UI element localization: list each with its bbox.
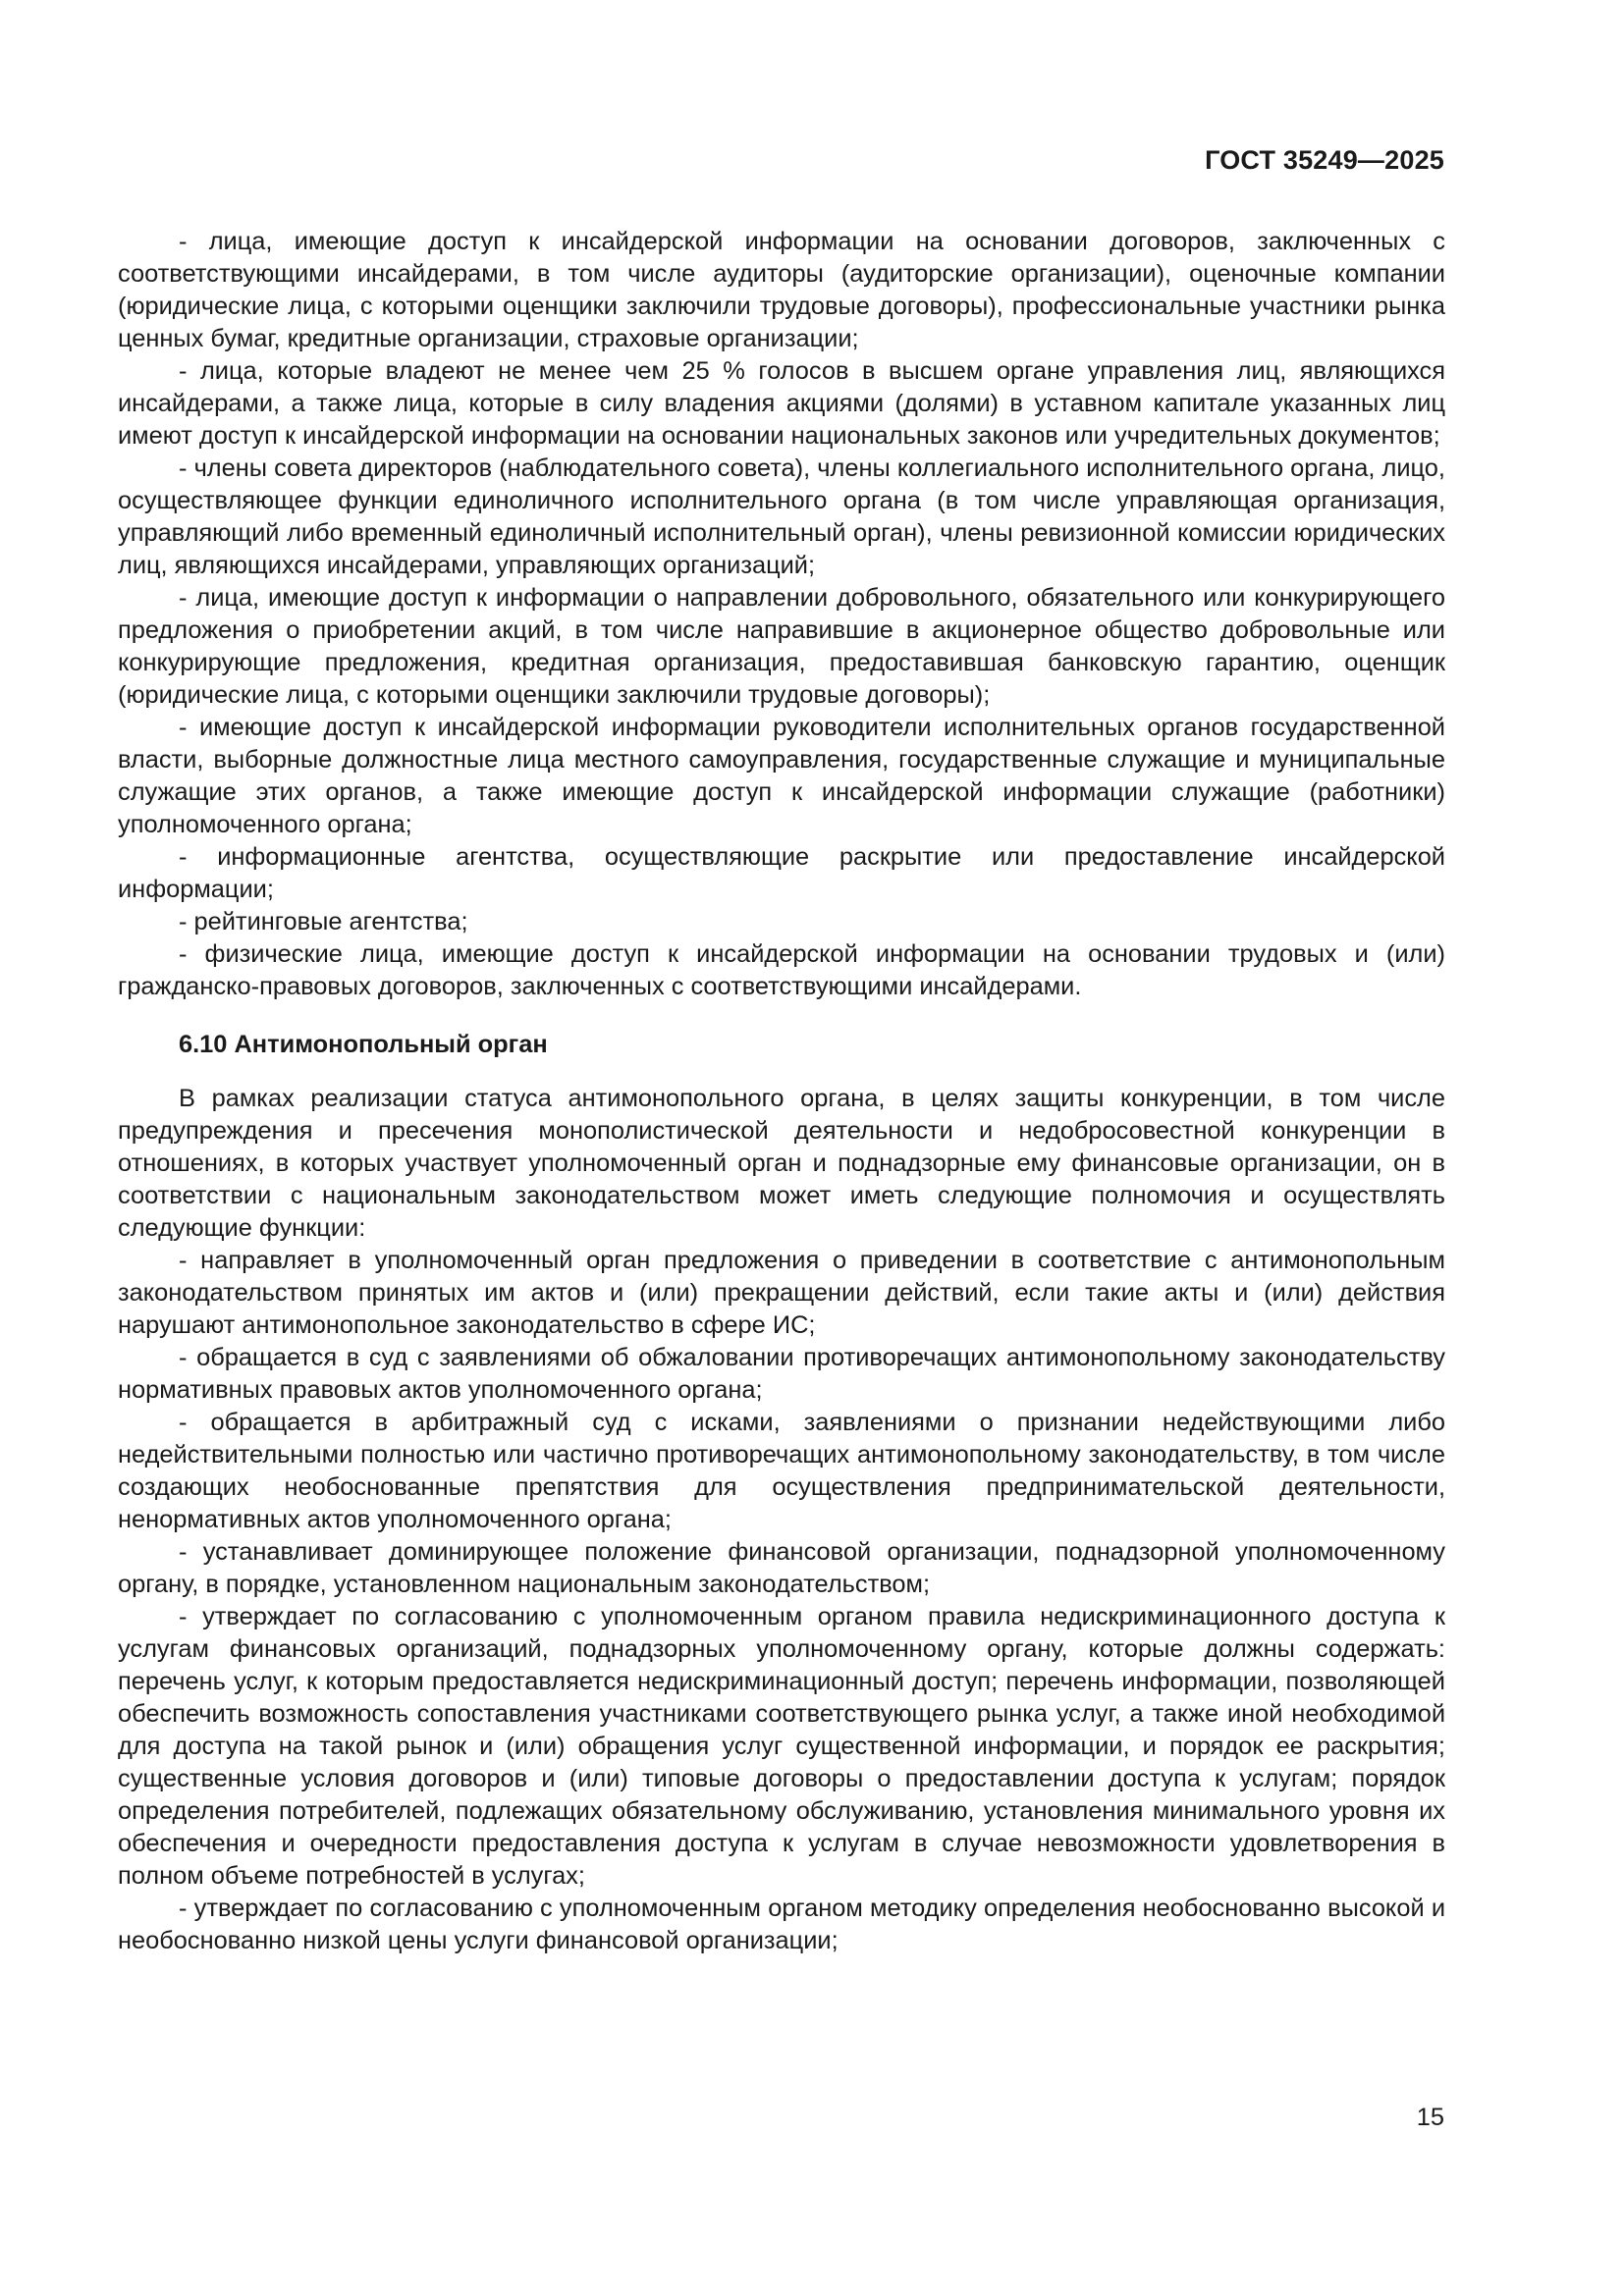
section-heading: 6.10 Антимонопольный орган	[179, 1031, 548, 1058]
list-item: - члены совета директоров (наблюдательного совета), члены коллегиального исполнительного органа, лицо, осуществляющее функции единоличного исполнительного органа (в том числе управляющая организация, управляющий либо временный единоличный исполнительный орган), члены ревизионной комиссии юридических лиц, являющихся инсайдерами, управляющих организаций;	[118, 454, 1445, 579]
list-item: - утверждает по согласованию с уполномоченным органом правила недискриминационного доступа к услугам финансовых организаций, поднадзорных уполномоченному органу, которые должны содержать: перечень услуг, к которым предоставляется недискриминационный доступ; перечень информации, позволяющей обеспечить возможность сопоставления участниками соответствующего рынка услуг, а также иной необходимой для доступа на такой рынок и (или) обращения услуг существенной информации, и порядок ее раскрытия; существенные условия договоров и (или) типовые договоры о предоставлении доступа к услугам; порядок определения потребителей, подлежащих обязательному обслуживанию, установления минимального уровня их обеспечения и очередности предоставления доступа к услугам в случае невозможности удовлетворения в полном объеме потребностей в услугах;	[118, 1603, 1445, 1890]
page-number: 15	[1416, 2104, 1444, 2131]
list-item: - физические лица, имеющие доступ к инсайдерской информации на основании трудовых и (или) гражданско-правовых договоров, заключенных с соответствующими инсайдерами.	[118, 940, 1445, 1000]
list-item: - лица, имеющие доступ к информации о направлении добровольного, обязательного или конкурирующего предложения о приобретении акций, в том числе направившие в акционерное общество добровольные или конкурирующие предложения, кредитная организация, предоставившая банковскую гарантию, оценщик (юридические лица, с которыми оценщики заключили трудовые договоры);	[118, 584, 1445, 709]
list-item: - информационные агентства, осуществляющие раскрытие или предоставление инсайдерской информации;	[118, 843, 1445, 903]
list-item: - утверждает по согласованию с уполномоченным органом методику определения необоснованно высокой и необоснованно низкой цены услуги финансовой организации;	[118, 1895, 1445, 1954]
powers-list	[118, 1245, 1445, 1957]
list-item: - обращается в суд с заявлениями об обжаловании противоречащих антимонопольному законодательству нормативных правовых актов уполномоченного органа;	[118, 1344, 1445, 1404]
list-item: - лица, имеющие доступ к инсайдерской информации на основании договоров, заключенных с соответствующими инсайдерами, в том числе аудиторы (аудиторские организации), оценочные компании (юридические лица, с которыми оценщики заключили трудовые договоры), профессиональные участники рынка ценных бумаг, кредитные организации, страховые организации;	[118, 228, 1445, 352]
list-item: - рейтинговые агентства;	[179, 908, 468, 935]
list-item: - лица, которые владеют не менее чем 25 % голосов в высшем органе управления лиц, являющихся инсайдерами, а также лица, которые в силу владения акциями (долями) в уставном капитале указанных лиц имеют доступ к инсайдерской информации на основании национальных законов или учредительных документов;	[118, 357, 1445, 450]
list-item: - имеющие доступ к инсайдерской информации руководители исполнительных органов государственной власти, выборные должностные лица местного самоуправления, государственные служащие и муниципальные служащие этих органов, а также имеющие доступ к инсайдерской информации служащие (работники) уполномоченного органа;	[118, 714, 1445, 838]
insider-list	[118, 226, 1445, 1003]
list-item: - устанавливает доминирующее положение финансовой организации, поднадзорной уполномоченному органу, в порядке, установленном национальным законодательством;	[118, 1538, 1445, 1598]
document-body	[118, 226, 1445, 1957]
list-item: - обращается в арбитражный суд с исками, заявлениями о признании недействующими либо недействительными полностью или частично противоречащих антимонопольному законодательству, в том числе создающих необоснованные препятствия для осуществления предпринимательской деятельности, ненормативных актов уполномоченного органа;	[118, 1409, 1445, 1533]
list-item: - направляет в уполномоченный орган предложения о приведении в соответствие с антимонопольным законодательством принятых им актов и (или) прекращении действий, если такие акты и (или) действия нарушают антимонопольное законодательство в сфере ИС;	[118, 1247, 1445, 1339]
document-header: ГОСТ 35249—2025	[1205, 145, 1444, 175]
section-intro: В рамках реализации статуса антимонопольного органа, в целях защиты конкуренции, в том числе предупреждения и пресечения монополистической деятельности и недобросовестной конкуренции в отношениях, в которых участвует уполномоченный орган и поднадзорные ему финансовые организации, он в соответствии с национальным законодательством может иметь следующие полномочия и осуществлять следующие функции:	[118, 1085, 1445, 1242]
